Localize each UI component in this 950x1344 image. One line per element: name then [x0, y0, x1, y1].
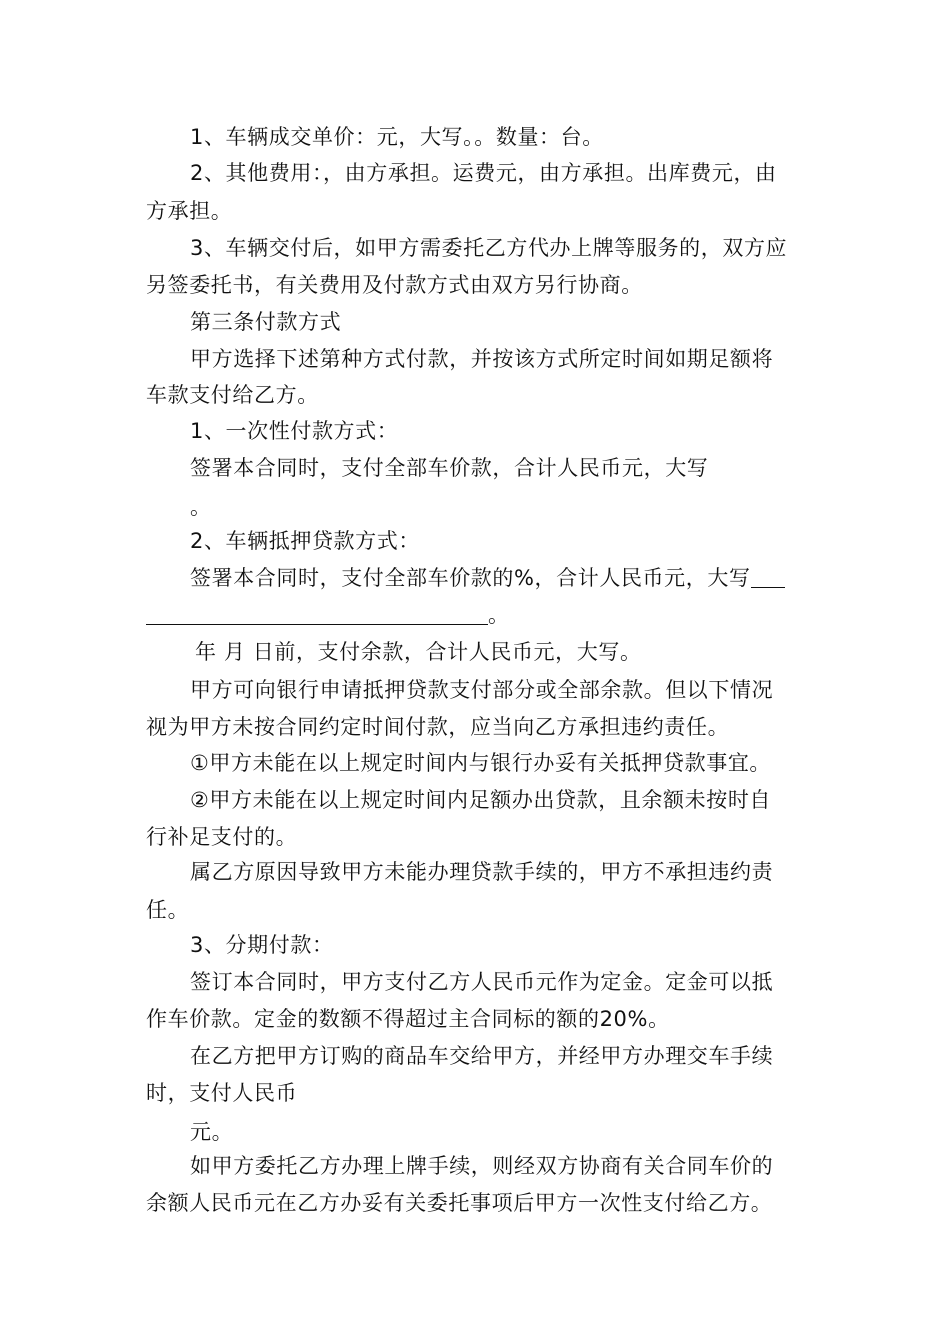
text-line: 行补足支付的。: [146, 825, 298, 849]
text-line: 属乙方原因导致甲方未能办理贷款手续的，甲方不承担违约责: [190, 860, 774, 884]
text-fragment: 。: [488, 603, 510, 627]
text-line: 2、车辆抵押贷款方式：: [190, 529, 420, 553]
text-line: 。: [190, 495, 212, 519]
text-line: 视为甲方未按合同约定时间付款，应当向乙方承担违约责任。: [146, 715, 730, 739]
text-line: 任。: [146, 898, 190, 922]
text-line: 元。: [190, 1120, 234, 1144]
text-line: [146, 600, 816, 630]
text-line: ②甲方未能在以上规定时间内足额办出贷款，且余额未按时自: [190, 788, 772, 812]
text-line: 作车价款。定金的数额不得超过主合同标的额的20%。: [146, 1007, 670, 1031]
text-line: 1、一次性付款方式：: [190, 419, 399, 443]
text-line: ①甲方未能在以上规定时间内与银行办妥有关抵押贷款事宜。: [190, 751, 772, 775]
text-line: 方承担。: [146, 199, 233, 223]
text-line: 2、其他费用：，由方承担。运费元，由方承担。出库费元，由: [190, 161, 777, 185]
text-line: 余额人民币元在乙方办妥有关委托事项后甲方一次性支付给乙方。: [146, 1191, 773, 1215]
text-line: 如甲方委托乙方办理上牌手续，则经双方协商有关合同车价的: [190, 1154, 774, 1178]
text-line: [190, 563, 816, 593]
text-line: 甲方选择下述第种方式付款，并按该方式所定时间如期足额将: [190, 347, 774, 371]
fill-blank: [146, 602, 488, 625]
text-line: 在乙方把甲方订购的商品车交给甲方，并经甲方办理交车手续: [190, 1044, 774, 1068]
text-fragment: 签署本合同时，支付全部车价款的%，合计人民币元，大写: [190, 566, 751, 590]
text-line: 另签委托书，有关费用及付款方式由双方另行协商。: [146, 273, 643, 297]
text-line: 时，支付人民币: [146, 1081, 298, 1105]
text-line: 签署本合同时，支付全部车价款，合计人民币元，大写: [190, 456, 709, 480]
text-line: 车款支付给乙方。: [146, 383, 319, 407]
section-heading: 第三条付款方式: [190, 310, 342, 334]
text-line: 签订本合同时，甲方支付乙方人民币元作为定金。定金可以抵: [190, 970, 774, 994]
text-line: 1、车辆成交单价：元，大写。。数量：台。: [190, 125, 604, 149]
text-line: 甲方可向银行申请抵押贷款支付部分或全部余款。但以下情况: [190, 678, 774, 702]
text-line: 3、分期付款：: [190, 933, 334, 957]
text-line: 3、车辆交付后，如甲方需委托乙方代办上牌等服务的，双方应: [190, 236, 788, 260]
fill-blank: [751, 565, 785, 588]
text-line: 年 月 日前，支付余款，合计人民币元，大写。: [195, 640, 642, 664]
